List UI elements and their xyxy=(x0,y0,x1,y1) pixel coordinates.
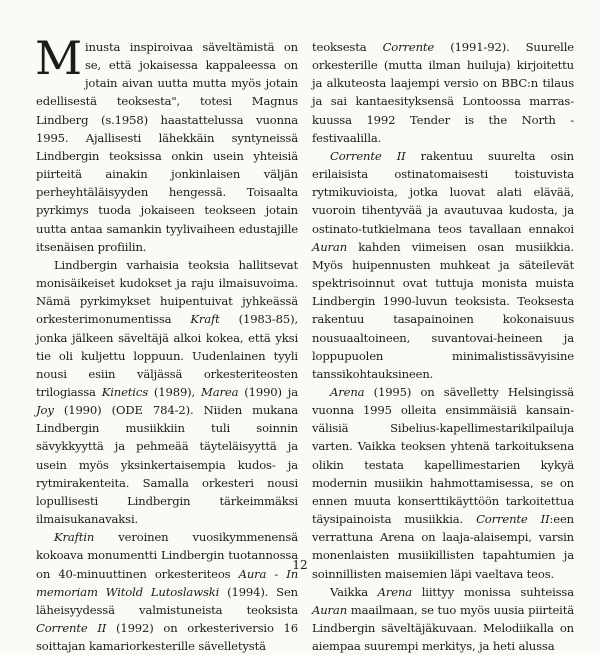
work-title: Aura - In memoriam Witold Lutoslawski xyxy=(36,566,299,599)
paragraph xyxy=(36,256,298,528)
work-title: Corrente xyxy=(382,40,435,54)
work-title: Arena xyxy=(377,584,413,599)
text-run: maailmaan, se tuo myös uusia piirteitä Lindbergin säveltäjäkuvaan. Melodiikalla on aiempaa suurempi merkitys, ja heti alussa xyxy=(312,602,574,654)
paragraph xyxy=(312,383,574,583)
text-run: Lindbergin varhaisia teoksia hallitsevat monisäikeiset kudokset ja raju ilmaisuvoima. Nämä pyrkimykset huipentuivat jyhkeässä orkesterimonumentissa xyxy=(36,257,298,327)
work-title: Kinetics xyxy=(101,384,149,399)
text-run: (1990) (ODE 784-2). Niiden mukana Lindbergin musiikkiin tuli soinnin sävykkyyttä ja pehmeää täyteläisyyttä ja usein myös yksinkertaisempia kudos- ja rytmirakenteita. Samalla orkesteri nousi lopullisesti Lindbergin tärkeimmäksi ilmaisukanavaksi. xyxy=(36,403,298,527)
paragraph xyxy=(35,31,298,256)
text-run: Vaikka xyxy=(330,584,378,599)
work-title: Auran xyxy=(312,602,348,617)
work-title: Corrente II xyxy=(476,512,550,527)
text-run: (1995) on sävelletty Helsingissä vuonna 1995 olleita ensimmäisiä kansain-välisiä Sibelius-kapellimestarikilpailuja varten. Vaikka teoksen yhtenä tarkoituksena olikin testata kapellimestarien kykyä modernin musiikin hahmottamisessa, se on ennen muuta konserttikäyttöön tarkoitettua täysipainoista musiikkia. xyxy=(312,384,574,527)
work-title: Marea xyxy=(201,384,239,399)
text-run: kahden viimeisen osan musiikkia. Myös huipennusten muhkeat ja säteilevät spektrisoinnut ovat tuttuja monista muista Lindbergin 1990-luvun teoksista. Teoksesta rakentuu tasapainoinen kokonaisuus nousuaaltoineen, suvantovai-heineen ja loppupuolen minimalistissävyisine tanssikohtauksineen. xyxy=(312,239,574,381)
text-run: liittyy monissa suhteissa xyxy=(412,584,574,599)
paragraph xyxy=(312,583,574,655)
paragraph-text: inusta inspiroivaa säveltämistä on se, että jokaisessa kappaleessa on jotain aivan uutta mutta myös jotain edellisestä teoksesta", totesi Magnus Lindberg (s.1958) haastattelussa vuonna 1995. Ajallisesti lähekkäin syntyneissä Lindbergin teoksissa onkin usein yhteisiä piirteitä ainakin jonkinlaisen väljän perheyhtäläisyyden hengessä. Toisaalta pyrkimys tuoda jokaiseen teokseen jotain uutta antaa samankin tyylivaiheen edustajille itsenäisen profiilin. xyxy=(36,40,298,254)
work-title: Joy xyxy=(36,403,54,418)
text-run: veroinen vuosikymmenensä kokoava monumentti Lindbergin tuotannossa on 40-minuuttinen orkesteriteos xyxy=(36,530,298,581)
work-title: Kraft xyxy=(190,312,220,327)
drop-cap: M xyxy=(35,31,82,85)
paragraph xyxy=(36,528,298,655)
work-title: Arena xyxy=(330,384,365,399)
text-run: teoksesta xyxy=(312,40,383,54)
work-title: Kraftin xyxy=(54,530,95,545)
paragraph xyxy=(312,147,574,383)
text-run: :een verrattuna Arena on laaja-alaisempi, varsin monenlaisten musiikillisten tapahtumien ja soinnillisten maisemien läpi vaeltava teos. xyxy=(312,512,574,581)
work-title: Corrente II xyxy=(330,148,406,163)
text-run: (1983-85), jonka jälkeen säveltäjä alkoi kokea, että yksi tie oli kuljettu loppuun. Uudenlainen tyyli nousi esiin väljässä orkesteriteosten trilogiassa xyxy=(36,312,298,399)
text-run: rakentuu suurelta osin erilaisista ostinatomaisesti toistuvista rytmikuvioista, jotka luovat alati elävää, vuoroin tihentyvää ja avautuvaa kudosta, ja ostinato-tutkielmana teos tavallaan ennakoi xyxy=(312,148,574,236)
text-run: (1991-92). Suurelle orkesterille (mutta ilman huiluja) kirjoitettu ja alkuteosta laajempi versio on BBC:n tilaus ja sai kantaesityksensä Lontoossa marras-kuussa 1992 Tender is the North -festivaalilla. xyxy=(312,40,575,145)
work-title: Corrente II xyxy=(36,621,107,635)
text-run: (1990) ja xyxy=(238,384,299,399)
text-run: (1992) on orkesteriversio 16 soittajan kamariorkesterille sävelletystä xyxy=(36,621,298,654)
page-number: 12 xyxy=(292,558,308,572)
text-run: (1989), xyxy=(148,384,201,399)
paragraph xyxy=(312,38,574,147)
text-run: (1994). Sen läheisyydessä valmistuneista teoksista xyxy=(36,584,298,617)
work-title: Auran xyxy=(312,239,348,254)
